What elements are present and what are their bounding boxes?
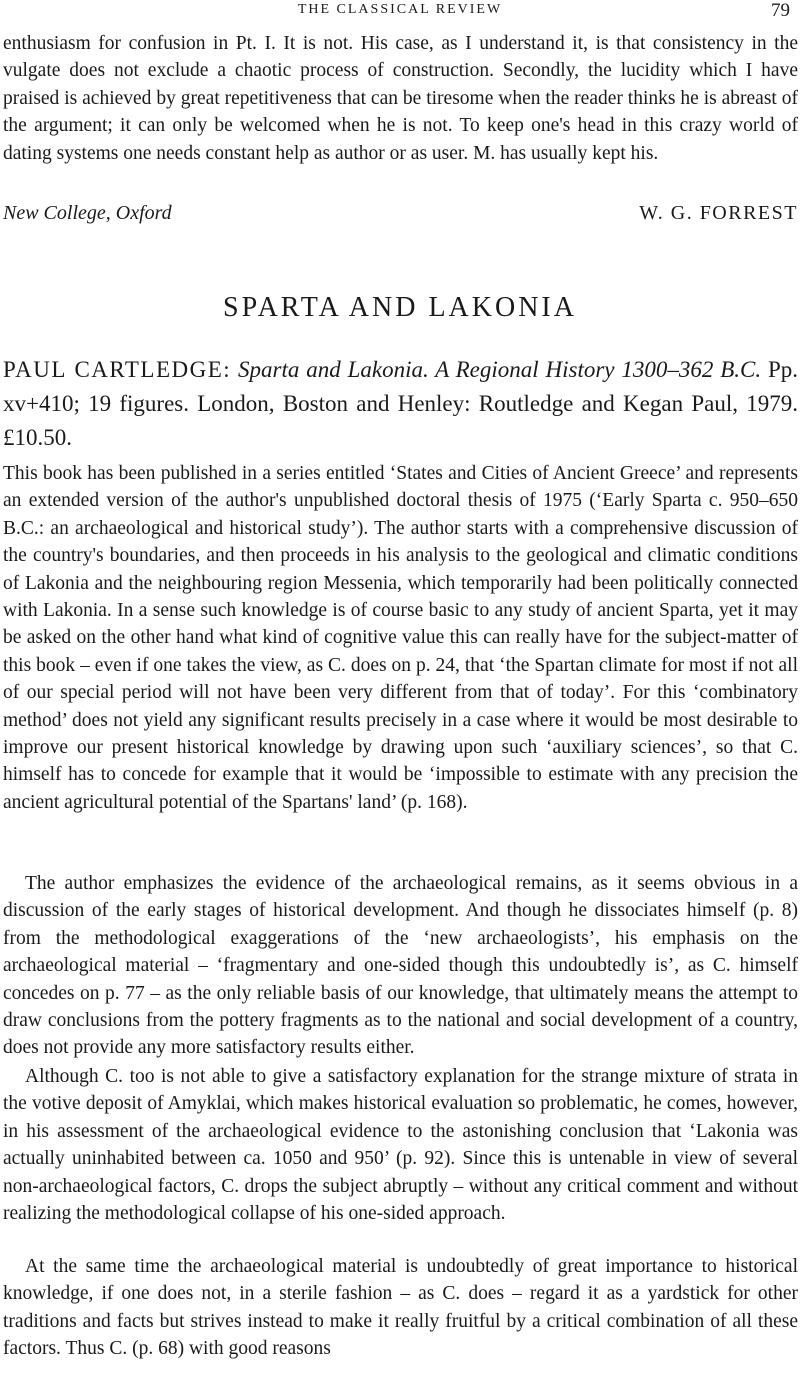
review-paragraph-2: The author emphasizes the evidence of the archaeological remains, as it seems obvious in a discussion of the early stages of historical development. And though he dissociates himself (p. 8) from the methodological exaggerations of the ‘new archaeologists’, his emphasis on the archaeological material – ‘fragmentary and one-sided though this undoubtedly is’, as C. himself concedes on p. 77 – as the only reliable basis of our knowledge, that ultimately means the attempt to draw conclusions from the pottery fragments as to the national and social development of a country, does not provide any more satisfactory results either. bbox=[3, 873, 798, 1059]
reviewer-name: W. G. FORREST bbox=[639, 202, 798, 224]
running-head bbox=[0, 0, 800, 22]
citation-author: PAUL CARTLEDGE: bbox=[3, 357, 232, 382]
running-title: THE CLASSICAL REVIEW bbox=[297, 2, 503, 17]
citation-book-title: Sparta and Lakonia. A Regional History 1300–362 B.C. bbox=[238, 357, 762, 382]
previous-review-closing-paragraph: enthusiasm for confusion in Pt. I. It is not. His case, as I understand it, is that consistency in the vulgate does not exclude a chaotic process of construction. Secondly, the lucidity which I have praised is achieved by great repetitiveness that can be tiresome when the reader thinks he is abreast of the argument; it can only be welcomed when he is not. To keep one's head in this crazy world of dating systems one needs constant help as author or as user. M. has usually kept his. bbox=[3, 33, 798, 164]
review-paragraph-4: At the same time the archaeological material is undoubtedly of great importance to historical knowledge, if one does not, in a sterile fashion – as C. does – regard it as a yardstick for other traditions and facts but strives instead to make it really fruitful by a critical combination of all these factors. Thus C. (p. 68) with good reasons bbox=[3, 1256, 798, 1360]
section-title: SPARTA AND LAKONIA bbox=[223, 292, 577, 323]
reviewer-signature bbox=[3, 202, 798, 230]
citation-details: Pp. xv+410; 19 figures. London, Boston and Henley: Routledge and Kegan Paul, 1979. £10.50. bbox=[3, 357, 799, 450]
reviewer-affiliation: New College, Oxford bbox=[3, 202, 172, 224]
page-number: 79 bbox=[771, 0, 790, 21]
review-paragraph-3: Although C. too is not able to give a satisfactory explanation for the strange mixture of strata in the votive deposit of Amyklai, which makes historical evaluation so problematic, he comes, however, in his assessment of the archaeological evidence to the astonishing conclusion that ‘Lakonia was actually uninhabited between ca. 1050 and 950’ (p. 92). Since this is untenable in view of several non-archaeological factors, C. drops the subject abruptly – without any critical comment and without realizing the methodological collapse of his one-sided approach. bbox=[3, 1066, 798, 1225]
review-paragraph-1: This book has been published in a series entitled ‘States and Cities of Ancient Greece’ and represents an extended version of the author's unpublished doctoral thesis of 1975 (‘Early Sparta c. 950–650 B.C.: an archaeological and historical study’). The author starts with a comprehensive discussion of the country's boundaries, and then proceeds in his analysis to the geological and climatic conditions of Lakonia and the neighbouring region Messenia, which temporarily had been politically connected with Lakonia. In a sense such knowledge is of course basic to any study of ancient Sparta, yet it may be asked on the other hand what kind of cognitive value this can really have for the subject-matter of this book – even if one takes the view, as C. does on p. 24, that ‘the Spartan climate for most if not all of our special period will not have been very different from that of today’. For this ‘combinatory method’ does not yield any significant results precisely in a case where it would be most desirable to improve our present historical knowledge by drawing upon such ‘auxiliary sciences’, so that C. himself has to concede for example that it would be ‘impossible to estimate with any precision the ancient agricultural potential of the Spartans' land’ (p. 168). bbox=[3, 463, 798, 813]
book-citation bbox=[3, 353, 798, 455]
